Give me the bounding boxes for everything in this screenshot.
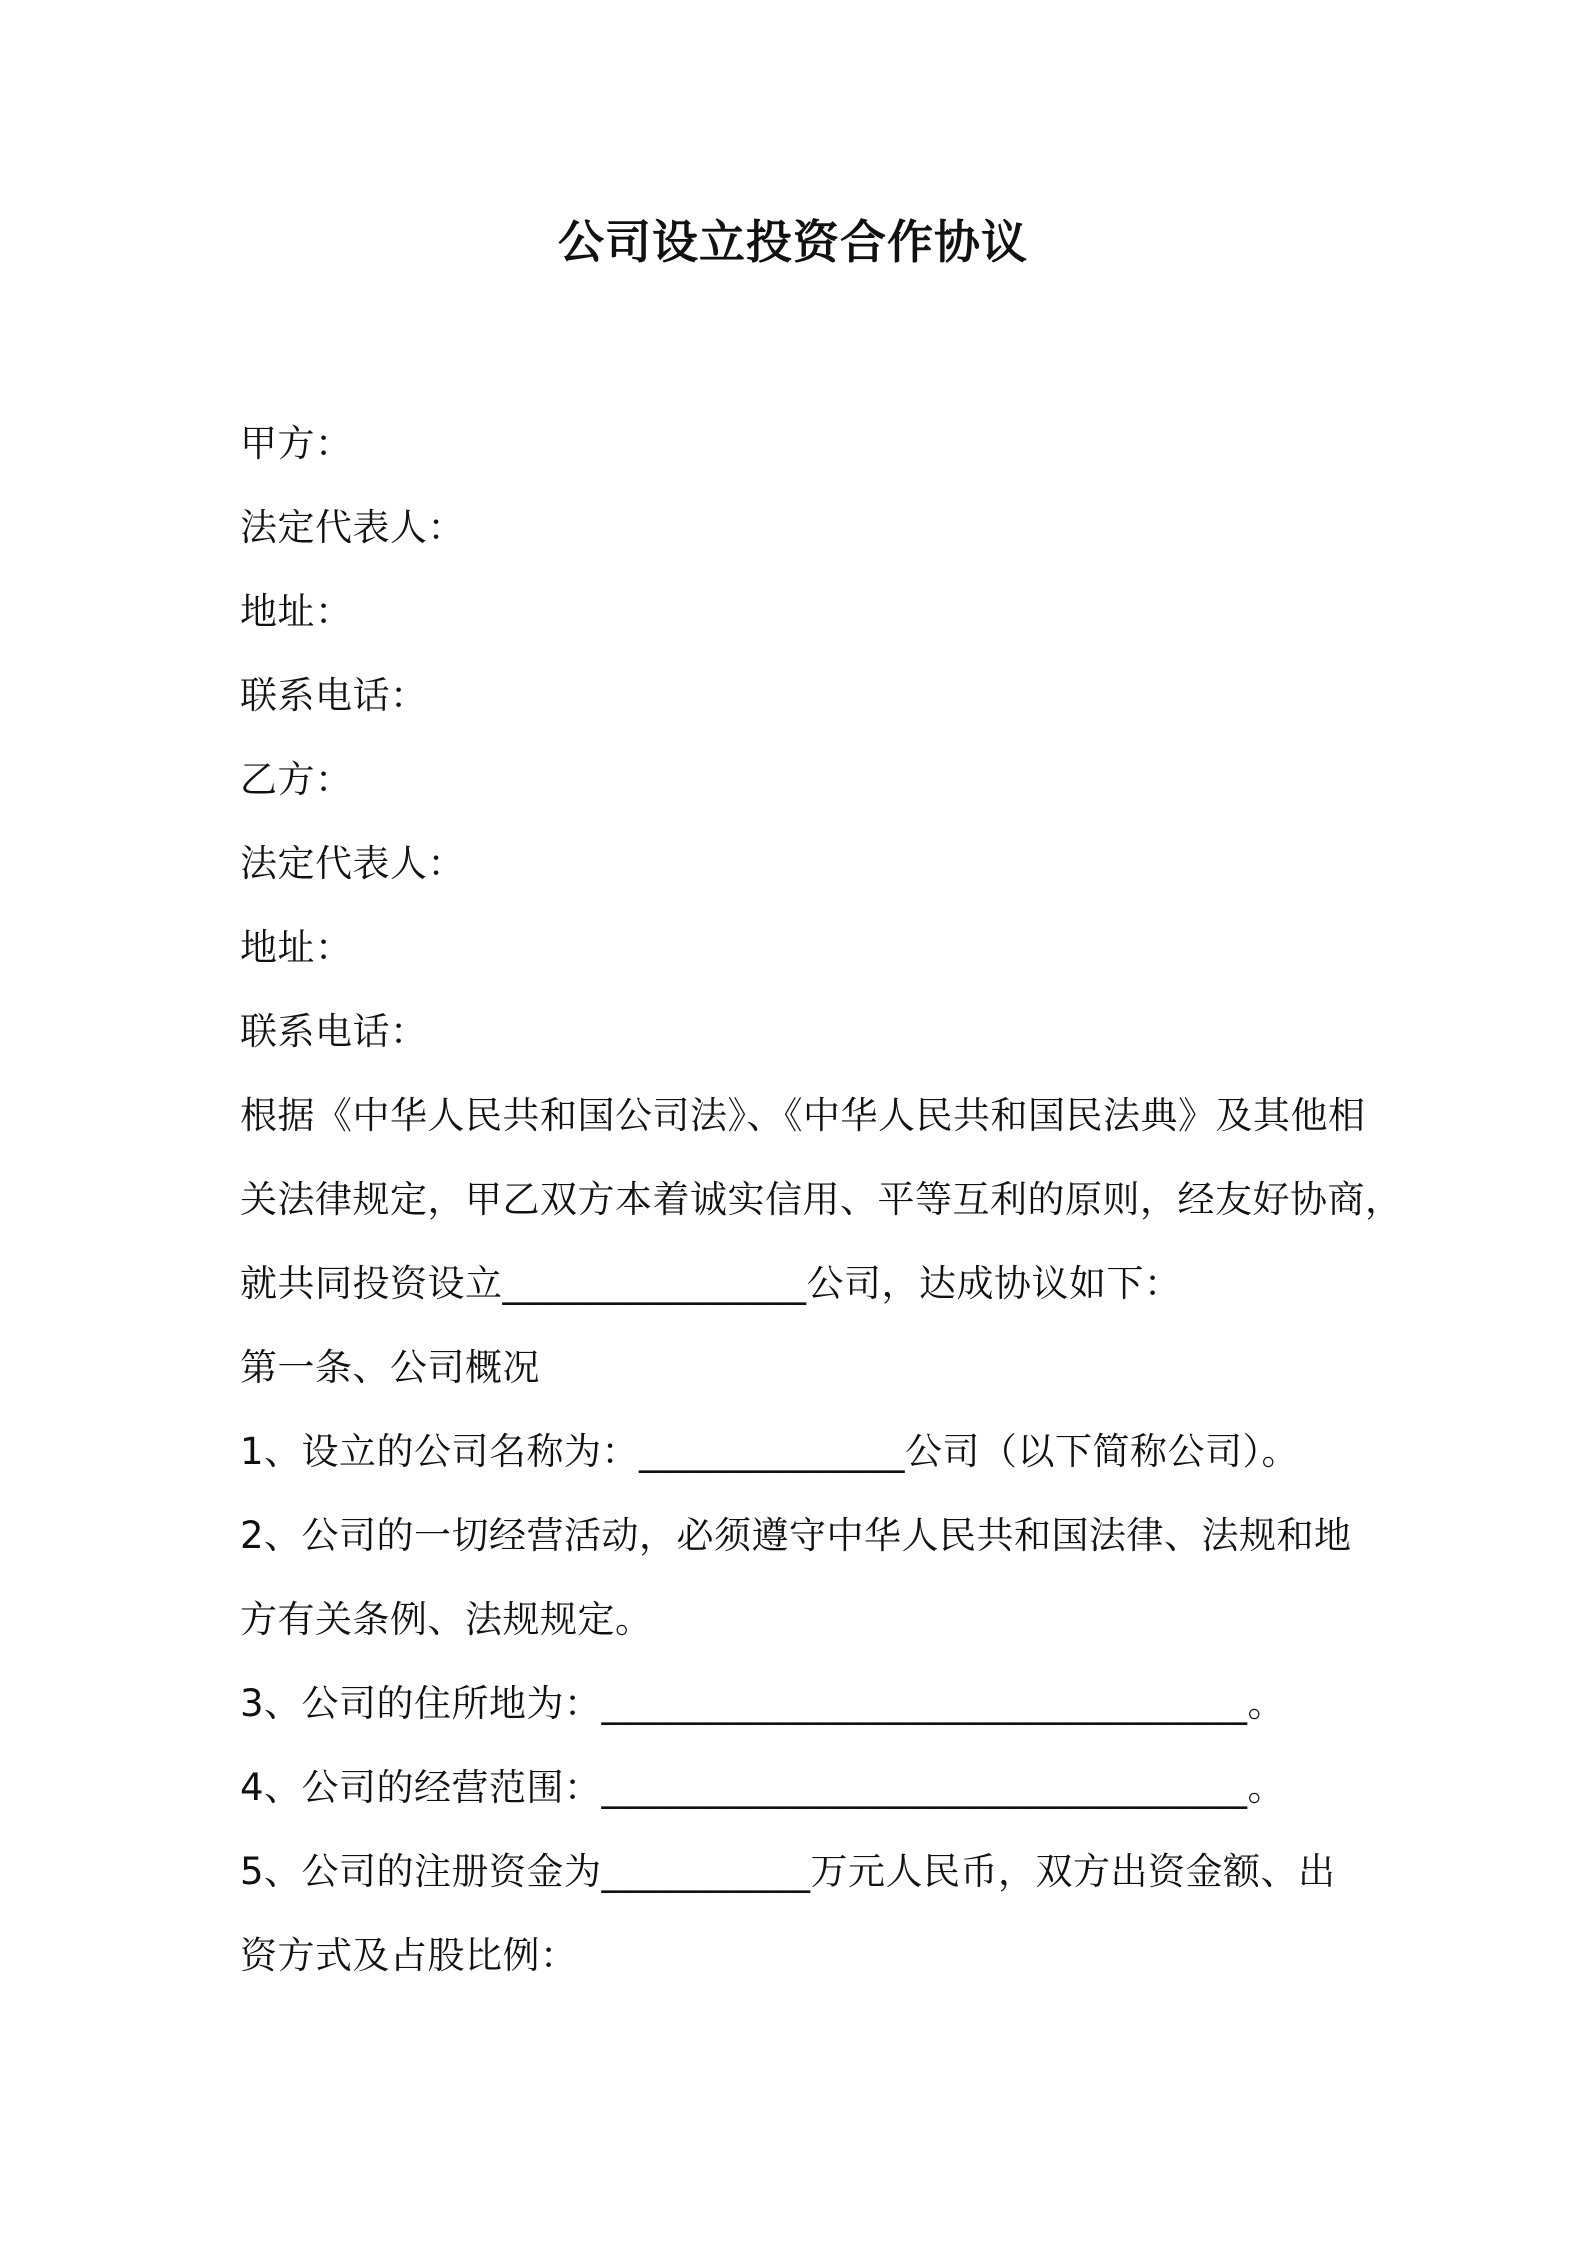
preamble-line: 关法律规定，甲乙双方本着诚实信用、平等互利的原则，经友好协商， bbox=[240, 1178, 1403, 1221]
clause-1: 1、设立的公司名称为：______________公司（以下简称公司）。 bbox=[240, 1430, 1300, 1473]
party-b-address: 地址： bbox=[240, 926, 353, 969]
document-body bbox=[240, 402, 1403, 1998]
clause-3: 3、公司的住所地为：__________________________________。 bbox=[240, 1682, 1286, 1725]
article-1-heading: 第一条、公司概况 bbox=[240, 1346, 540, 1389]
preamble-line: 就共同投资设立________________公司，达成协议如下： bbox=[240, 1262, 1182, 1305]
party-b-phone: 联系电话： bbox=[240, 1010, 428, 1053]
clause-4: 4、公司的经营范围：__________________________________。 bbox=[240, 1766, 1286, 1809]
clause-5-line: 资方式及占股比例： bbox=[240, 1934, 578, 1977]
party-a-legal-rep: 法定代表人： bbox=[240, 506, 465, 549]
clause-2-line: 2、公司的一切经营活动，必须遵守中华人民共和国法律、法规和地 bbox=[240, 1514, 1352, 1557]
clause-5-line: 5、公司的注册资金为___________万元人民币，双方出资金额、出 bbox=[240, 1850, 1336, 1893]
party-a-label: 甲方： bbox=[240, 422, 353, 465]
document-title: 公司设立投资合作协议 bbox=[558, 215, 1028, 269]
party-b-legal-rep: 法定代表人： bbox=[240, 842, 465, 885]
party-a-phone: 联系电话： bbox=[240, 674, 428, 717]
preamble-line: 根据《中华人民共和国公司法》、《中华人民共和国民法典》及其他相 bbox=[240, 1094, 1366, 1137]
party-a-address: 地址： bbox=[240, 590, 353, 633]
party-b-label: 乙方： bbox=[240, 758, 353, 801]
clause-2-line: 方有关条例、法规规定。 bbox=[240, 1598, 653, 1641]
